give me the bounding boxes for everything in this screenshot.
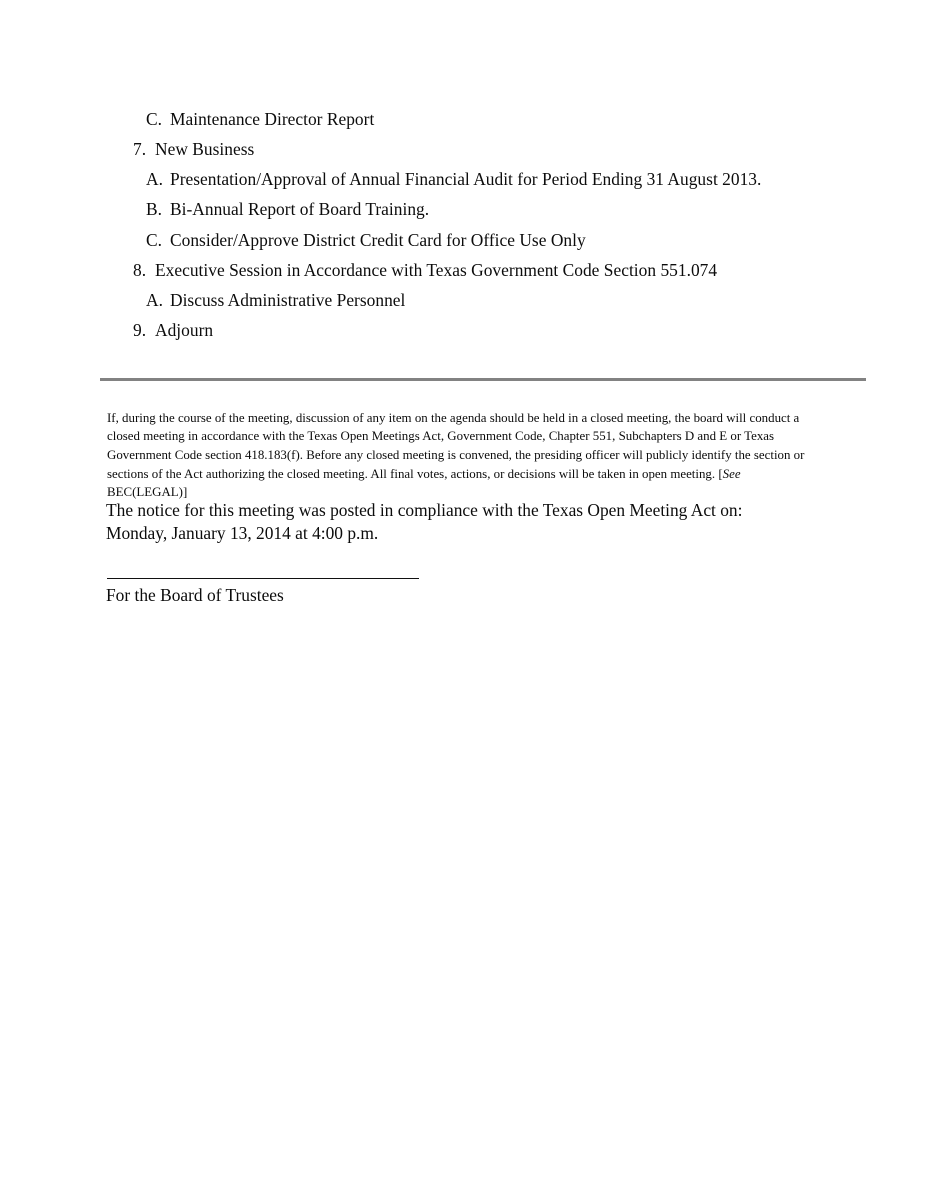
disclaimer-main-text: If, during the course of the meeting, discussion of any item on the agenda should be held in a closed meeting, the board will conduct a closed meeting in accordance with the Texas Open Meetings Act, Government Code, Chapter 551, Subchapters D and E or Texas Government Code section 418.183(f). Before any closed meeting is convened, the presiding officer will publicly identify the section or sections of the Act authorizing the closed meeting. All final votes, actions, or decisions will be taken in open meeting. [ xyxy=(107,410,805,481)
agenda-item-marker: 9. xyxy=(133,319,147,340)
agenda-item-text: Bi-Annual Report of Board Training. xyxy=(170,199,430,220)
agenda-item-marker: 8. xyxy=(133,259,147,280)
posting-notice-date: Monday, January 13, 2014 at 4:00 p.m. xyxy=(106,523,379,544)
agenda-list xyxy=(107,108,807,342)
agenda-item-text: Consider/Approve District Credit Card for Office Use Only xyxy=(170,229,586,250)
agenda-item-marker: A. xyxy=(146,289,163,310)
posting-notice xyxy=(106,499,806,546)
agenda-item-text: Executive Session in Accordance with Texas Government Code Section 551.074 xyxy=(155,259,718,280)
agenda-item xyxy=(107,319,807,342)
agenda-item-text: Adjourn xyxy=(155,319,214,340)
agenda-item-marker: C. xyxy=(146,229,162,250)
agenda-item-text: Maintenance Director Report xyxy=(170,109,375,129)
agenda-item xyxy=(107,229,807,252)
section-divider-rule xyxy=(100,378,866,381)
signature-rule xyxy=(107,578,419,579)
signature-label: For the Board of Trustees xyxy=(106,585,284,605)
posting-notice-line-1: The notice for this meeting was posted in compliance with the Texas Open Meeting Act on: xyxy=(106,500,743,520)
agenda-item xyxy=(107,259,807,282)
disclaimer-citation-see: See xyxy=(722,466,741,481)
agenda-item-text: Discuss Administrative Personnel xyxy=(170,289,406,310)
agenda-item-marker: 7. xyxy=(133,139,147,160)
agenda-item xyxy=(107,289,807,312)
agenda-item-marker: B. xyxy=(146,199,162,220)
closed-meeting-disclaimer xyxy=(107,409,807,502)
agenda-item xyxy=(107,168,807,191)
disclaimer-citation-reference: BEC(LEGAL)] xyxy=(107,485,188,500)
agenda-item xyxy=(107,138,807,161)
agenda-item-text: New Business xyxy=(155,139,255,160)
agenda-item-marker: C. xyxy=(146,109,162,129)
agenda-item xyxy=(107,108,807,131)
agenda-item-text: Presentation/Approval of Annual Financial Audit for Period Ending 31 August 2013. xyxy=(170,169,762,190)
agenda-item-marker: A. xyxy=(146,169,163,190)
agenda-item xyxy=(107,198,807,221)
